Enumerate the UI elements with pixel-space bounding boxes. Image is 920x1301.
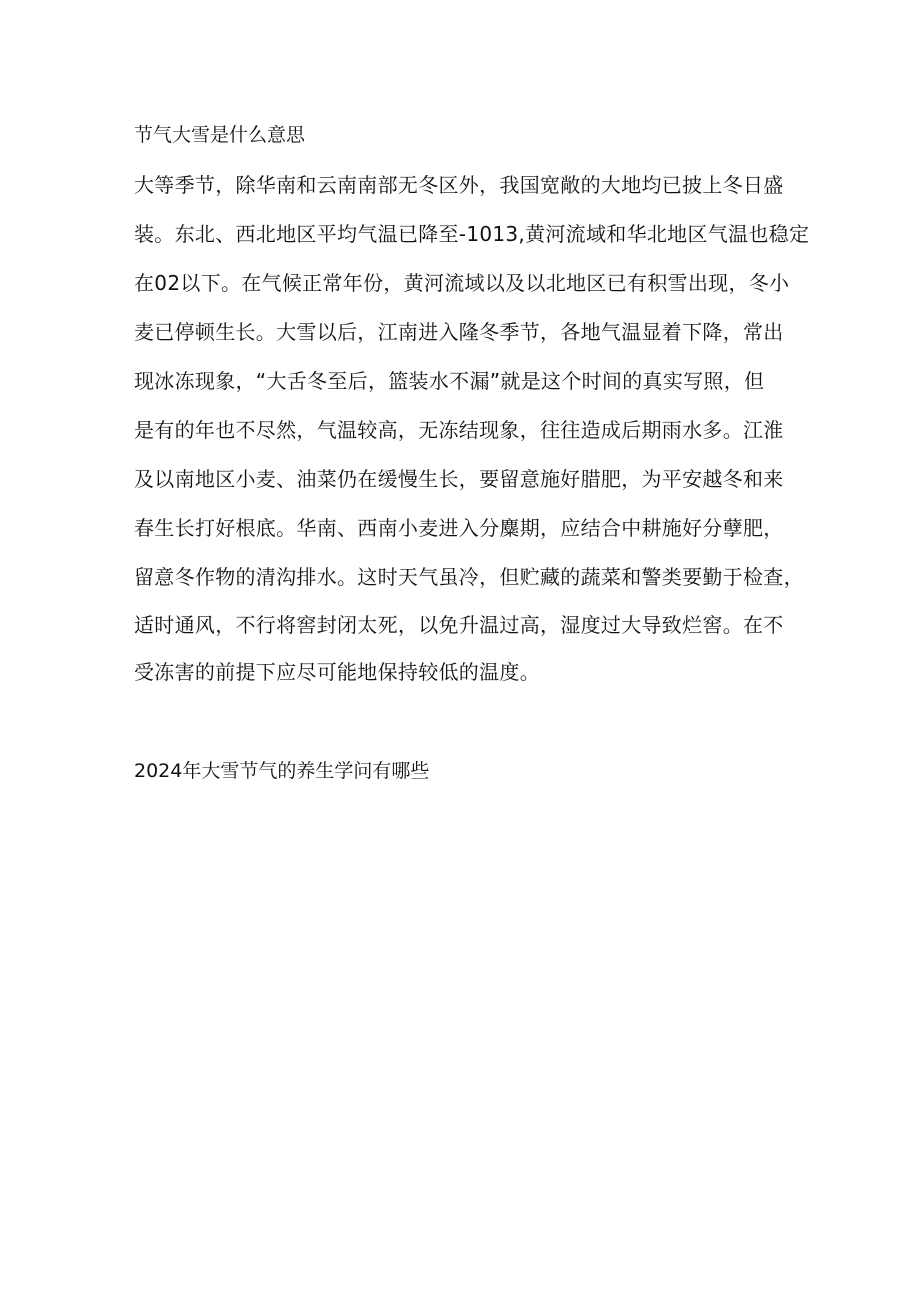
paragraph-line: 春生长打好根底。华南、西南小麦进入分麋期，应结合中耕施好分孽肥，	[134, 516, 784, 540]
paragraph-line: 是有的年也不尽然，气温较高，无冻结现象，往往造成后期雨水多。江淮	[134, 418, 784, 442]
paragraph-line: 装。东北、西北地区平均气温已降至-1013,黄河流域和华北地区气温也稳定	[134, 222, 810, 246]
section-heading: 2024年大雪节气的养生学问有哪些	[134, 760, 430, 782]
paragraph-line: 麦已停顿生长。大雪以后，江南进入隆冬季节，各地气温显着下降，常出	[134, 320, 784, 344]
paragraph-line: 在02以下。在气候正常年份，黄河流域以及以北地区已有积雪出现，冬小	[134, 271, 790, 295]
paragraph-line: 及以南地区小麦、油菜仍在缓慢生长，要留意施好腊肥，为平安越冬和来	[134, 467, 784, 491]
paragraph-line: 留意冬作物的清沟排水。这时天气虽冷，但贮藏的蔬菜和警类要勤于检查，	[134, 565, 804, 589]
paragraph-line: 受冻害的前提下应尽可能地保持较低的温度。	[134, 660, 540, 684]
paragraph-line: 大等季节，除华南和云南南部无冬区外，我国宽敞的大地均已披上冬日盛	[134, 173, 784, 197]
section-heading: 节气大雪是什么意思	[134, 124, 306, 146]
paragraph-line: 现冰冻现象，“大舌冬至后，篮装水不漏”就是这个时间的真实写照，但	[134, 369, 765, 393]
paragraph-line: 适时通风，不行将窖封闭太死，以免升温过高，湿度过大导致烂窖。在不	[134, 613, 784, 637]
